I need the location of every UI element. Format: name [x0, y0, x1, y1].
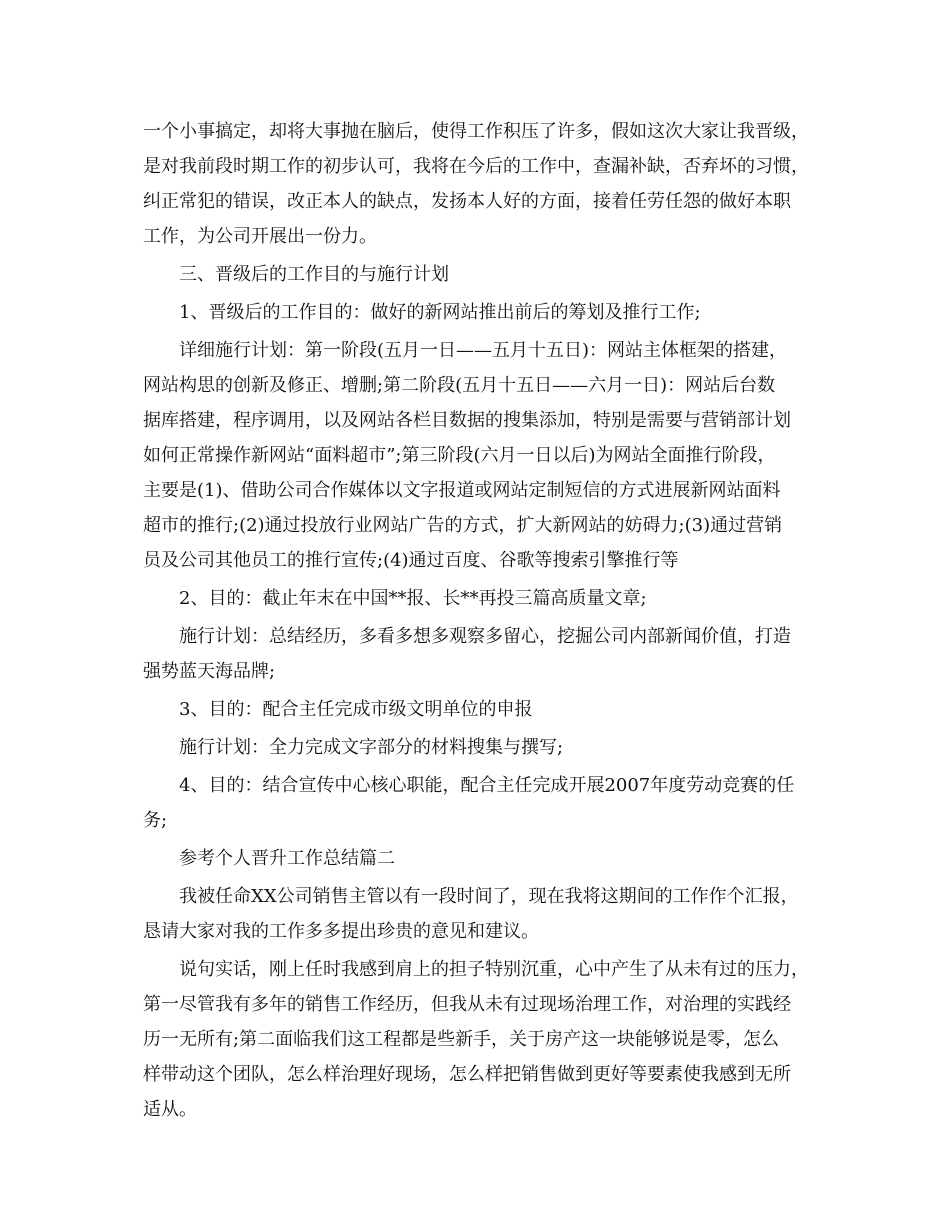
text-line: 一个小事搞定，却将大事抛在脑后，使得工作积压了许多，假如这次大家让我晋级， — [143, 121, 809, 142]
paragraph-goal-4 — [143, 768, 833, 838]
text-line: 施行计划：总结经历，多看多想多观察多留心，挖掘公司内部新闻价值，打造 — [179, 626, 791, 647]
paragraph-intro — [143, 114, 833, 254]
text-line: 务; — [143, 810, 168, 831]
section-heading — [143, 257, 833, 292]
paragraph-report — [143, 879, 833, 949]
text-line: 据库搭建，程序调用，以及网站各栏目数据的搜集添加，特别是需要与营销部计划 — [143, 410, 791, 431]
title-text: 参考个人晋升工作总结篇二 — [179, 848, 395, 869]
text-line: 4、目的：结合宣传中心核心职能，配合主任完成开展2007年度劳动竞赛的任 — [179, 775, 795, 796]
paragraph-goal-3 — [143, 692, 833, 727]
text-line: 恳请大家对我的工作多多提出珍贵的意见和建议。 — [143, 921, 539, 942]
heading-text: 三、晋级后的工作目的与施行计划 — [179, 264, 449, 285]
text-line: 1、晋级后的工作目的：做好的新网站推出前后的筹划及推行工作; — [179, 302, 701, 323]
text-line: 我被任命XX公司销售主管以有一段时间了，现在我将这期间的工作作个汇报， — [179, 886, 799, 907]
text-line: 是对我前段时期工作的初步认可，我将在今后的工作中，查漏补缺，否弃坏的习惯， — [143, 156, 809, 177]
text-line: 主要是(1)、借助公司合作媒体以文字报道或网站定制短信的方式进展新网站面料 — [143, 480, 781, 501]
text-line: 工作，为公司开展出一份力。 — [143, 226, 377, 247]
document-body — [143, 114, 833, 1127]
text-line: 强势蓝天海品牌; — [143, 661, 276, 682]
article-title — [143, 841, 833, 876]
text-line: 适从。 — [143, 1099, 197, 1120]
paragraph-goal-2 — [143, 581, 833, 616]
text-line: 详细施行计划：第一阶段(五月一日——五月十五日)：网站主体框架的搭建， — [179, 340, 788, 361]
paragraph-plan-2 — [143, 619, 833, 689]
text-line: 如何正常操作新网站“面料超市”;第三阶段(六月一日以后)为网站全面推行阶段， — [143, 445, 776, 466]
paragraph-goal-1 — [143, 295, 833, 330]
text-line: 3、目的：配合主任完成市级文明单位的申报 — [179, 699, 533, 720]
text-line: 纠正常犯的错误，改正本人的缺点，发扬本人好的方面，接着任劳任怨的做好本职 — [143, 191, 791, 212]
paragraph-plan-1 — [143, 333, 833, 578]
text-line: 说句实话，刚上任时我感到肩上的担子特别沉重，心中产生了从未有过的压力， — [179, 959, 809, 980]
text-line: 2、目的：截止年末在中国**报、长**再投三篇高质量文章; — [179, 588, 647, 609]
paragraph-pressure — [143, 952, 833, 1127]
text-line: 超市的推行;(2)通过投放行业网站广告的方式，扩大新网站的妨碍力;(3)通过营销 — [143, 515, 783, 536]
text-line: 第一尽管我有多年的销售工作经历，但我从未有过现场治理工作，对治理的实践经 — [143, 994, 791, 1015]
text-line: 历一无所有;第二面临我们这工程都是些新手，关于房产这一块能够说是零，怎么 — [143, 1029, 780, 1050]
paragraph-plan-3 — [143, 730, 833, 765]
text-line: 员及公司其他员工的推行宣传;(4)通过百度、谷歌等搜索引擎推行等 — [143, 550, 679, 571]
text-line: 网站构思的创新及修正、增删;第二阶段(五月十五日——六月一日)：网站后台数 — [143, 375, 776, 396]
text-line: 样带动这个团队，怎么样治理好现场，怎么样把销售做到更好等要素使我感到无所 — [143, 1064, 791, 1085]
text-line: 施行计划：全力完成文字部分的材料搜集与撰写; — [179, 737, 564, 758]
